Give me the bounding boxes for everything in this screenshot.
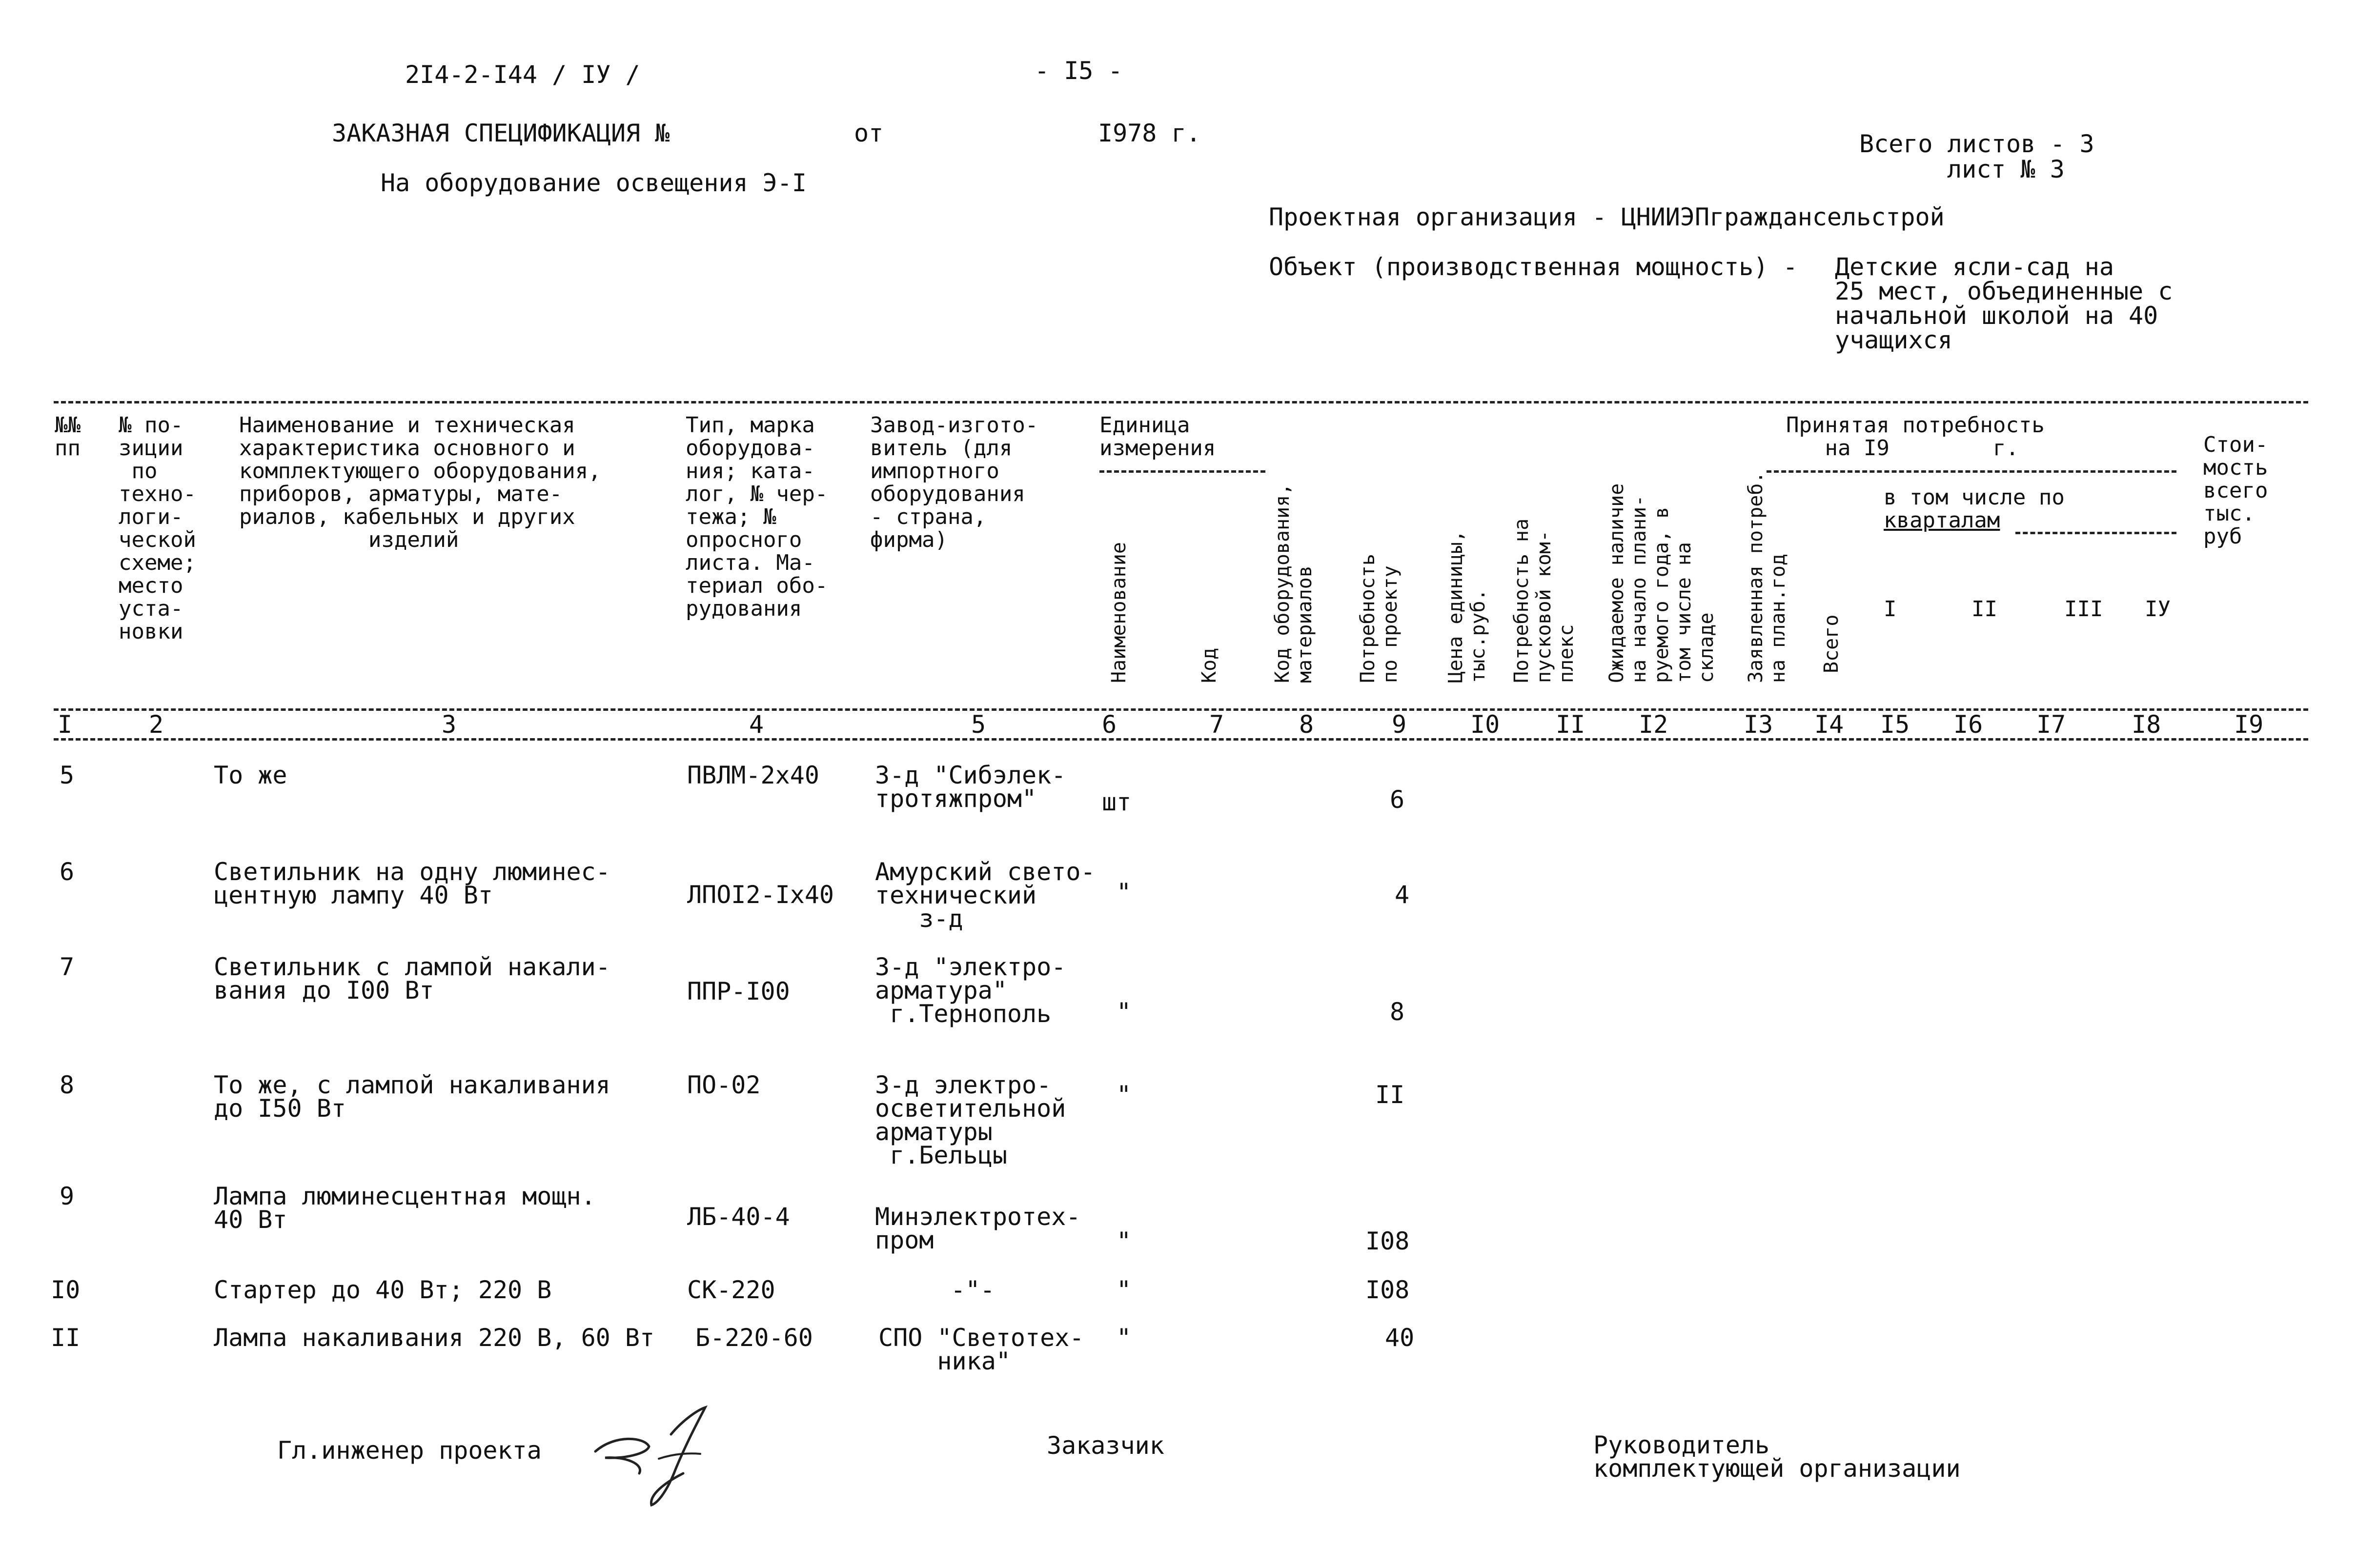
row-number: 5	[60, 761, 75, 789]
item-type: Б-220-60	[695, 1324, 813, 1352]
col-header-7: Код	[1198, 647, 1220, 683]
col-header-6-group: Единица измерения	[1099, 413, 1216, 461]
col-header-accepted-group: Принятая потребность на I9 г.	[1786, 413, 2045, 461]
spec-year: I978 г.	[1098, 119, 1201, 147]
customer-label: Заказчик	[1047, 1431, 1164, 1460]
col-number: I	[58, 710, 73, 739]
item-name: То же, с лампой накаливания до I50 Вт	[214, 1071, 610, 1123]
col-number: 9	[1392, 710, 1407, 739]
col-numbers-bottom-border	[54, 738, 2308, 741]
col-header-quarters-group: в том числе по	[1884, 485, 2065, 510]
sheets-total: Всего листов - 3	[1859, 130, 2094, 158]
item-type: ПВЛМ-2х40	[687, 761, 819, 789]
item-maker: Минэлектротех- пром	[875, 1203, 1081, 1254]
item-type: ППР-I00	[687, 977, 790, 1005]
col-number: 2	[149, 710, 164, 739]
col-number: II	[1556, 710, 1585, 739]
item-name: То же	[214, 761, 287, 789]
col-number: I3	[1744, 710, 1773, 739]
col-header-14: Всего	[1820, 614, 1843, 673]
row-number: 7	[60, 953, 75, 981]
item-unit: "	[1117, 998, 1132, 1026]
item-quantity: 6	[1390, 785, 1405, 814]
col-number: I6	[1953, 710, 1983, 739]
row-number: I0	[51, 1276, 81, 1304]
col-number: I5	[1880, 710, 1910, 739]
col-header-11: Потребность на пусковой ком- плекс	[1510, 518, 1578, 683]
col-header-13: Заявленная потреб. на план.год	[1745, 471, 1789, 683]
col-header-18: IУ	[2145, 597, 2171, 622]
item-maker: Амурский свето- технический з-д	[875, 858, 1096, 933]
col-header-1: №№ пп	[55, 413, 81, 461]
row-number: II	[51, 1324, 81, 1352]
chief-engineer-label: Гл.инженер проекта	[277, 1436, 542, 1465]
item-name: Светильник с лампой накали- вания до I00 Вт	[214, 953, 610, 1005]
item-maker: З-д "электро- арматура" г.Тернополь	[875, 953, 1066, 1028]
col-number: I9	[2234, 710, 2264, 739]
col-header-3: Наименование и техническая характеристика основного и комплектующего оборудования, приборов, арматуры, мате- риалов, кабельных и других изделий	[239, 413, 601, 552]
item-maker: СПО "Светотех- ника"	[878, 1324, 1084, 1375]
item-quantity: I08	[1365, 1227, 1410, 1255]
row-number: 9	[60, 1182, 75, 1210]
col-header-2: № по- зиции по техно- логи- ческой схеме; место уста- новки	[119, 413, 196, 644]
unit-group-divider	[1099, 470, 1265, 473]
item-type: ЛБ-40-4	[687, 1203, 790, 1231]
item-quantity: 8	[1390, 998, 1405, 1026]
design-organization: Проектная организация - ЦНИИЭПграждансельстрой	[1269, 203, 1945, 231]
item-maker: -"-	[907, 1276, 995, 1304]
item-unit: "	[1117, 878, 1132, 906]
item-unit: шт	[1102, 788, 1132, 816]
item-quantity: 4	[1395, 881, 1410, 909]
item-maker: З-д электро- осветительной арматуры г.Бельцы	[875, 1071, 1066, 1169]
item-maker: З-д "Сибэлек- тротяжпром"	[875, 761, 1066, 813]
col-header-6: Наименование	[1108, 542, 1130, 683]
col-number: 8	[1299, 710, 1314, 739]
col-number: I0	[1470, 710, 1500, 739]
item-name: Лампа люминесцентная мощн. 40 Вт	[214, 1182, 596, 1234]
object-label: Объект (производственная мощность) -	[1269, 253, 1798, 281]
spec-title: ЗАКАЗНАЯ СПЕЦИФИКАЦИЯ №	[332, 119, 670, 147]
chief-engineer-signature	[586, 1400, 722, 1512]
col-number: 7	[1209, 710, 1224, 739]
item-name: Лампа накаливания 220 В, 60 Вт	[214, 1324, 655, 1352]
col-number: I8	[2132, 710, 2161, 739]
item-type: ПО-02	[687, 1071, 761, 1099]
page-number: - I5 -	[1035, 57, 1123, 85]
item-quantity: 40	[1385, 1324, 1415, 1352]
item-unit: "	[1117, 1227, 1132, 1255]
col-number: 4	[749, 710, 764, 739]
col-number: 3	[442, 710, 457, 739]
row-number: 6	[60, 858, 75, 886]
spec-from-label: от	[854, 119, 884, 147]
spec-subject: На оборудование освещения Э-I	[381, 169, 807, 197]
col-number: 6	[1102, 710, 1117, 739]
col-header-19: Стои- мость всего тыс. руб	[2203, 432, 2268, 549]
row-number: 8	[60, 1071, 75, 1099]
col-header-5: Завод-изгото- витель (для импортного оборудования - страна, фирма)	[870, 413, 1038, 552]
col-header-17: III	[2064, 597, 2103, 622]
item-unit: "	[1117, 1324, 1132, 1352]
quarters-divider	[2015, 532, 2176, 534]
col-number: I7	[2036, 710, 2066, 739]
col-header-10: Цена единицы, тыс.руб.	[1444, 530, 1489, 683]
item-name: Стартер до 40 Вт; 220 В	[214, 1276, 552, 1304]
item-quantity: I08	[1365, 1276, 1410, 1304]
document-code: 2I4-2-I44 / IУ /	[405, 60, 640, 89]
table-top-border	[54, 401, 2308, 403]
item-quantity: II	[1375, 1081, 1405, 1109]
col-header-9: Потребность по проекту	[1357, 554, 1402, 683]
col-header-4: Тип, марка оборудова- ния; ката- лог, № чер- тежа; № опросного листа. Ма- териал обо- рудования	[686, 413, 828, 621]
item-type: ЛПОI2-Iх40	[687, 881, 834, 909]
col-header-16: II	[1971, 597, 1997, 622]
col-number: 5	[971, 710, 986, 739]
head-org-label: Руководитель комплектующей организации	[1593, 1431, 1961, 1483]
object-value: Детские ясли-сад на 25 мест, объединенные с начальной школой на 40 учащихся	[1835, 253, 2173, 354]
col-header-12: Ожидаемое наличие на начало плани- руемого года, в том числе на складе	[1605, 483, 1718, 683]
col-number: I2	[1639, 710, 1668, 739]
item-type: СК-220	[687, 1276, 775, 1304]
accepted-group-divider	[1767, 470, 2176, 473]
col-header-15: I	[1884, 597, 1897, 622]
item-unit: "	[1117, 1276, 1132, 1304]
col-header-8: Код оборудования, материалов	[1271, 483, 1316, 683]
col-number: I4	[1814, 710, 1844, 739]
item-unit: "	[1117, 1081, 1132, 1109]
col-header-quarters-label: кварталам	[1884, 508, 2000, 533]
item-name: Светильник на одну люминес- центную лампу 40 Вт	[214, 858, 610, 909]
sheet-number: лист № 3	[1947, 155, 2065, 183]
